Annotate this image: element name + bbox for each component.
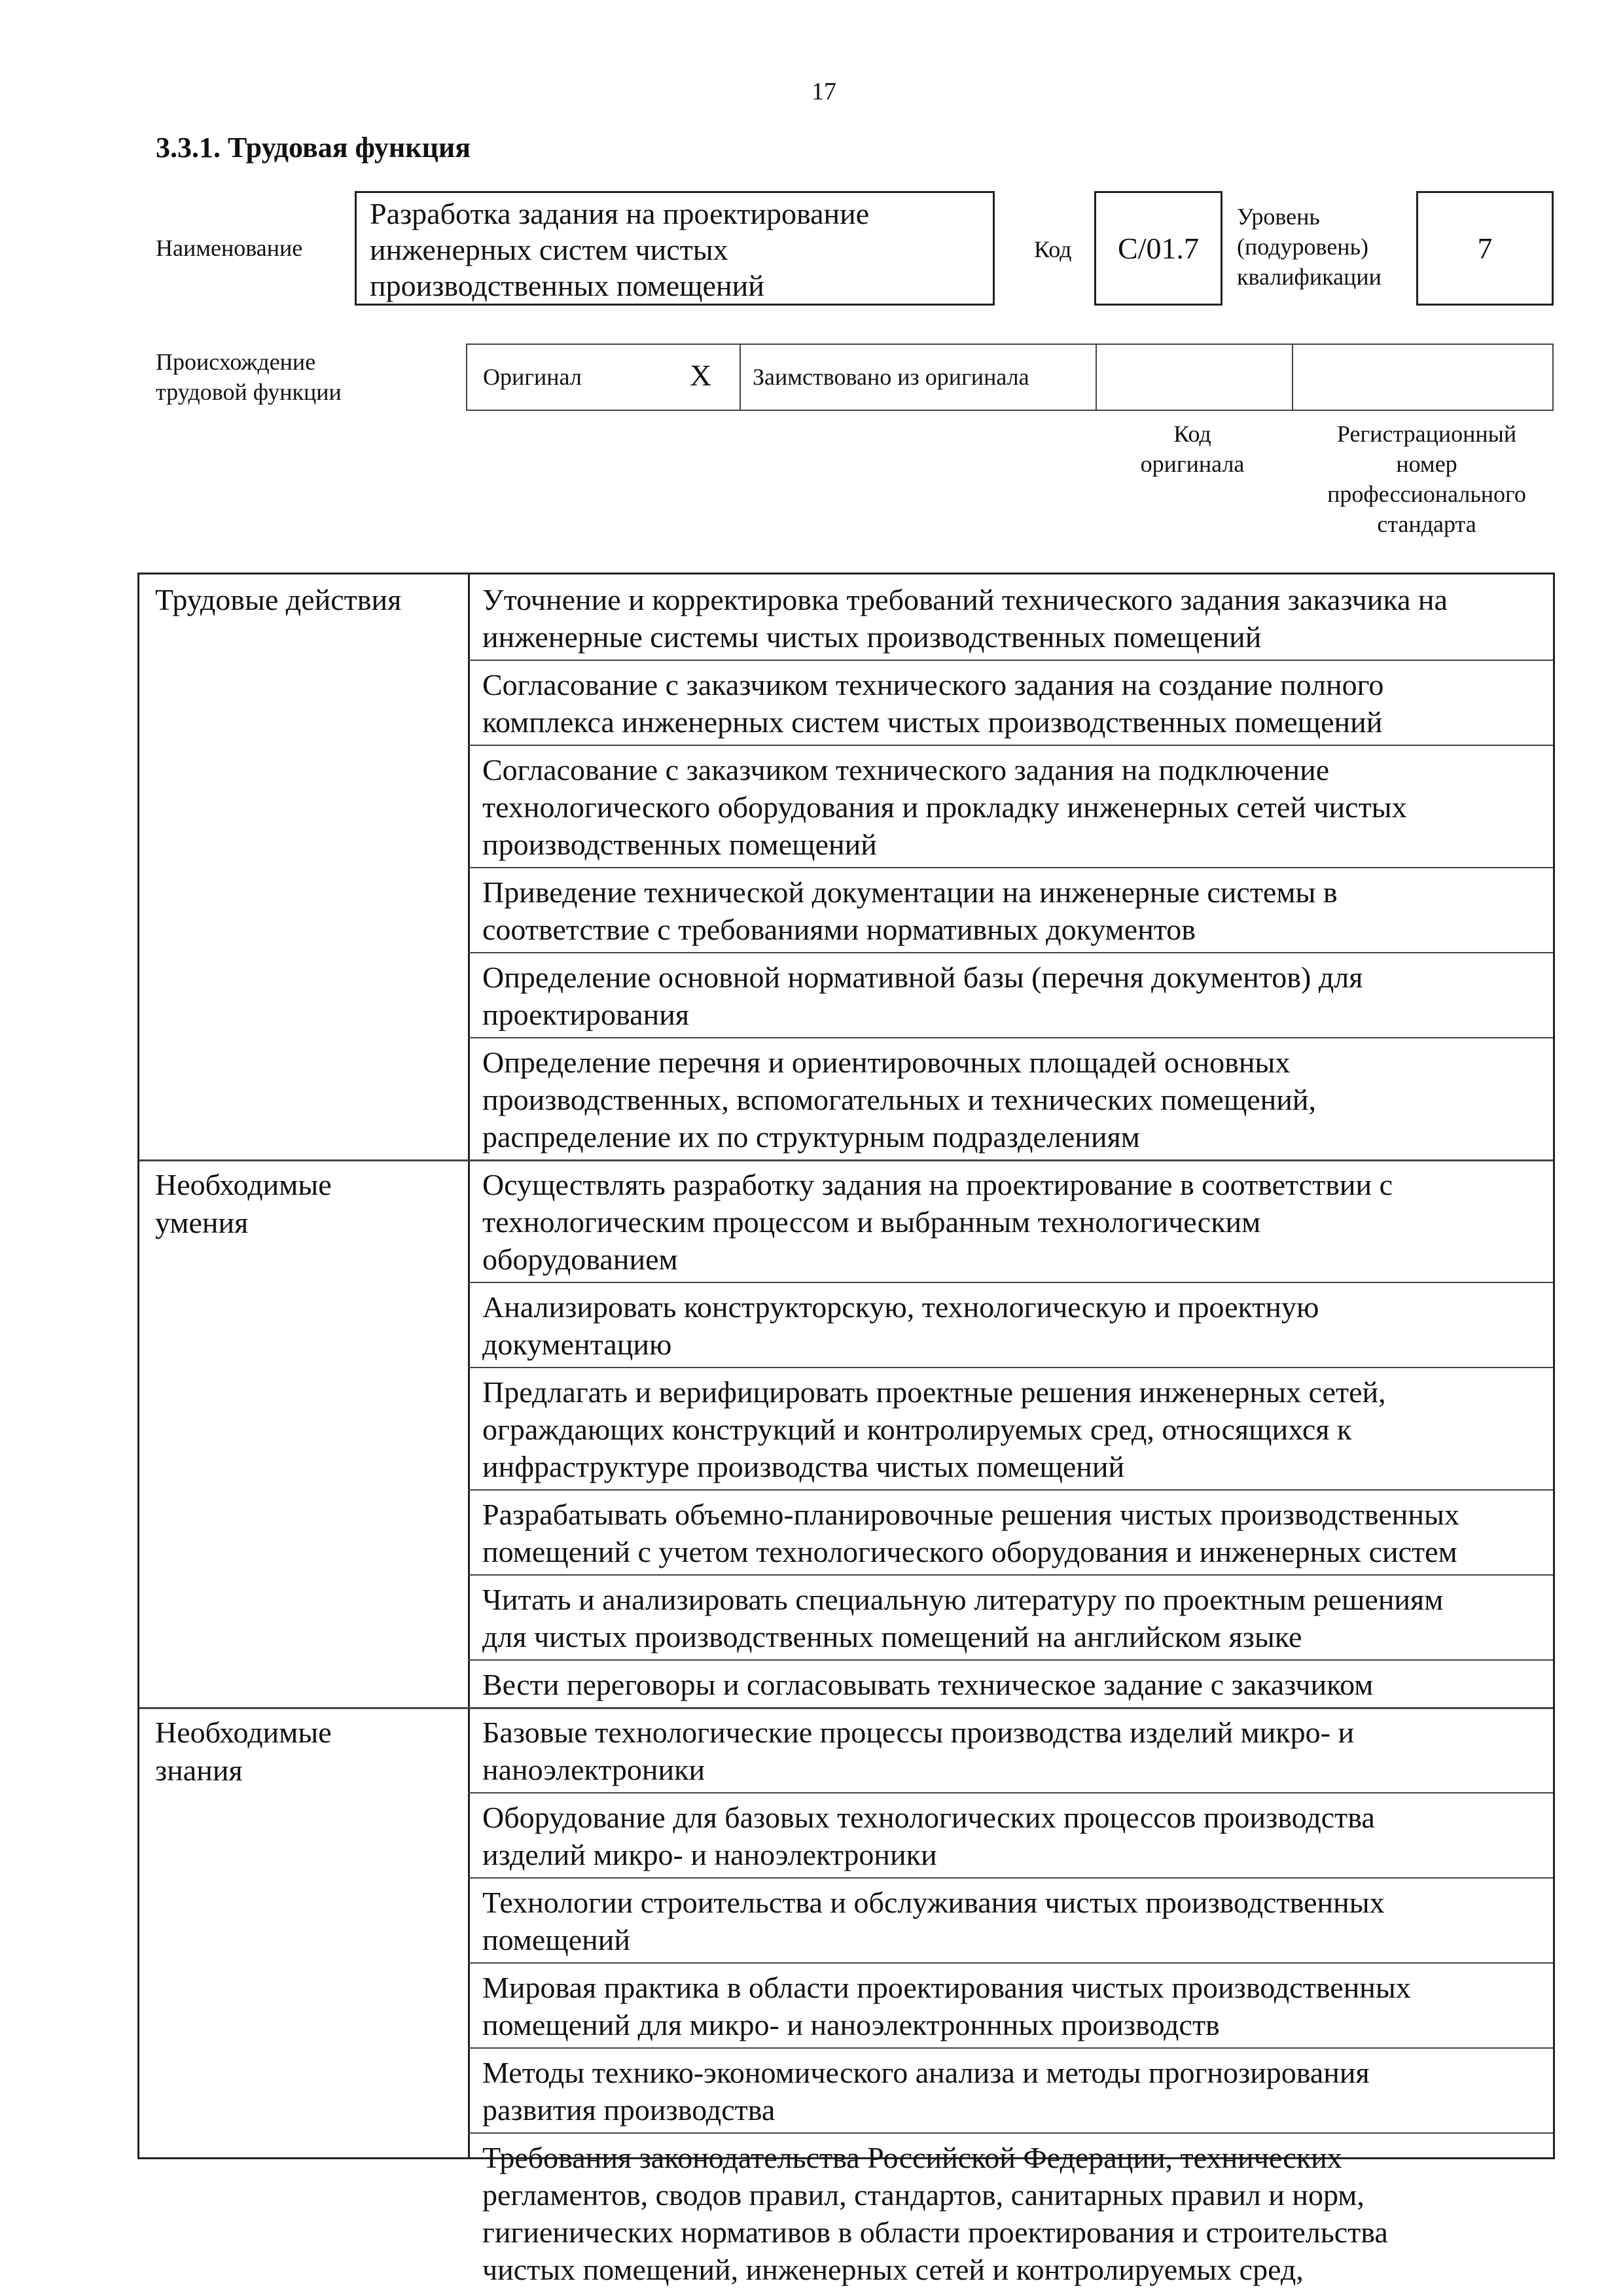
origin-label-line: трудовой функции xyxy=(156,379,342,405)
table-row xyxy=(482,1288,1544,1363)
row-text-line: помещений xyxy=(482,1923,630,1956)
row-text-line: Оборудование для базовых технологических процессов производства xyxy=(482,1801,1375,1834)
table-row xyxy=(482,751,1544,863)
code-label: Код xyxy=(1034,236,1072,262)
function-details-table xyxy=(137,573,1555,2286)
origin-strip xyxy=(466,344,1554,411)
row-separator xyxy=(468,1792,1553,1793)
origin-label xyxy=(156,347,342,407)
group-label-required-skills xyxy=(155,1166,463,1242)
row-text-line: Согласование с заказчиком технического задания на создание полного xyxy=(482,668,1384,701)
row-text-line: Вести переговоры и согласовывать техническое задание с заказчиком xyxy=(482,1668,1374,1701)
row-text-line: Определение основной нормативной базы (перечня документов) для xyxy=(482,961,1363,994)
table-row xyxy=(482,1969,1544,2043)
table-row xyxy=(482,1496,1544,1570)
row-text-line: регламентов, сводов правил, стандартов, санитарных правил и норм, xyxy=(482,2178,1364,2212)
row-text-line: оборудованием xyxy=(482,1243,678,1276)
function-name-line: инженерных систем чистых xyxy=(370,233,728,266)
group-label-line: Трудовые действия xyxy=(155,583,402,616)
group-label-required-knowledge xyxy=(155,1714,463,1790)
row-separator xyxy=(468,2047,1553,2049)
group-label-labor-actions xyxy=(155,581,463,619)
row-text-line: Требования законодательства Российской Федерации, технических xyxy=(482,2141,1342,2174)
row-text-line: помещений с учетом технологического оборудования и инженерных систем xyxy=(482,1535,1457,1568)
level-label xyxy=(1237,202,1382,292)
row-separator xyxy=(468,1282,1553,1283)
row-text-line: Предлагать и верифицировать проектные решения инженерных сетей, xyxy=(482,1375,1386,1409)
row-separator xyxy=(468,1574,1553,1576)
table-row xyxy=(482,1884,1544,1958)
row-text-line: Согласование с заказчиком технического задания на подключение xyxy=(482,753,1330,786)
caption-line: стандарта xyxy=(1377,511,1476,537)
page-number: 17 xyxy=(812,78,836,105)
row-text-line: наноэлектроники xyxy=(482,1753,705,1786)
level-label-line: Уровень xyxy=(1237,203,1320,230)
table-row xyxy=(482,1044,1544,1156)
row-text-line: гигиенических нормативов в области проектирования и строительства xyxy=(482,2216,1388,2249)
row-text-line: инженерные системы чистых производственных помещений xyxy=(482,620,1262,654)
function-name-box xyxy=(355,191,995,306)
level-label-line: (подуровень) xyxy=(1237,234,1368,260)
caption-line: профессионального xyxy=(1327,481,1526,507)
row-separator xyxy=(468,867,1553,868)
row-text-line: ограждающих конструкций и контролируемых сред, относящихся к xyxy=(482,1413,1352,1446)
row-separator xyxy=(468,2132,1553,2134)
group-label-line: умения xyxy=(155,1206,249,1239)
row-text-line: проектирования xyxy=(482,998,689,1031)
row-text-line: Читать и анализировать специальную литературу по проектным решениям xyxy=(482,1583,1444,1616)
row-separator xyxy=(468,660,1553,661)
row-text-line: Мировая практика в области проектирования чистых производственных xyxy=(482,1971,1411,2004)
table-row xyxy=(482,2054,1544,2128)
row-text-line: инфраструктуре производства чистых помещений xyxy=(482,1450,1125,1483)
row-text-line: чистых помещений, инженерных сетей и контролируемых сред, xyxy=(482,2253,1304,2286)
table-row xyxy=(482,959,1544,1033)
original-label: Оригинал xyxy=(483,364,582,390)
group-label-line: Необходимые xyxy=(155,1168,332,1201)
row-separator xyxy=(468,1489,1553,1491)
origin-label-line: Происхождение xyxy=(156,349,316,375)
row-text-line: распределение их по структурным подразделениям xyxy=(482,1120,1140,1154)
registration-number-caption xyxy=(1289,419,1564,539)
row-text-line: технологическим процессом и выбранным технологическим xyxy=(482,1205,1261,1239)
row-text-line: Определение перечня и ориентировочных площадей основных xyxy=(482,1046,1291,1079)
table-row xyxy=(482,2139,1544,2288)
row-text-line: производственных помещений xyxy=(482,828,877,861)
table-row xyxy=(482,874,1544,948)
group-label-line: Необходимые xyxy=(155,1716,332,1749)
table-row xyxy=(482,1373,1544,1485)
row-text-line: Технологии строительства и обслуживания чистых производственных xyxy=(482,1886,1385,1919)
row-separator xyxy=(468,745,1553,746)
row-text-line: для чистых производственных помещений на английском языке xyxy=(482,1620,1302,1653)
caption-line: оригинала xyxy=(1140,451,1245,477)
caption-line: Регистрационный xyxy=(1336,421,1517,447)
original-code-caption xyxy=(1094,419,1291,479)
table-row xyxy=(482,1714,1544,1788)
row-text-line: Приведение технической документации на инженерные системы в xyxy=(482,875,1338,909)
row-text-line: соответствие с требованиями нормативных документов xyxy=(482,913,1196,946)
origin-divider xyxy=(1292,345,1293,410)
original-mark: X xyxy=(690,359,712,392)
row-text-line: Анализировать конструкторскую, технологическую и проектную xyxy=(482,1290,1319,1324)
qualification-level-box xyxy=(1416,191,1554,306)
row-text-line: изделий микро- и наноэлектроники xyxy=(482,1838,937,1871)
row-text-line: помещений для микро- и наноэлектроннных производств xyxy=(482,2008,1220,2041)
origin-divider xyxy=(1096,345,1097,410)
group-separator xyxy=(139,1707,1553,1709)
row-separator xyxy=(468,1877,1553,1879)
name-label: Наименование xyxy=(156,235,303,261)
row-text-line: Уточнение и корректировка требований технического задания заказчика на xyxy=(482,583,1448,616)
qualification-level: 7 xyxy=(1477,232,1493,265)
row-text-line: Базовые технологические процессы производства изделий микро- и xyxy=(482,1716,1355,1749)
row-separator xyxy=(468,952,1553,953)
level-label-line: квалификации xyxy=(1237,264,1382,290)
function-name-line: Разработка задания на проектирование xyxy=(370,197,870,230)
table-row xyxy=(482,1166,1544,1278)
row-text-line: документацию xyxy=(482,1328,672,1361)
row-text-line: Осуществлять разработку задания на проектирование в соответствии с xyxy=(482,1168,1393,1201)
group-separator xyxy=(139,1159,1553,1161)
caption-line: номер xyxy=(1396,451,1457,477)
function-code-box xyxy=(1094,191,1222,306)
table-row xyxy=(482,1799,1544,1873)
section-title: 3.3.1. Трудовая функция xyxy=(156,132,471,164)
row-text-line: Разрабатывать объемно-планировочные решения чистых производственных xyxy=(482,1498,1459,1531)
row-text-line: комплекса инженерных систем чистых производственных помещений xyxy=(482,705,1383,739)
table-row xyxy=(482,1666,1544,1703)
row-text-line: производственных, вспомогательных и технических помещений, xyxy=(482,1083,1317,1116)
function-code: C/01.7 xyxy=(1118,232,1199,265)
table-row xyxy=(482,1581,1544,1655)
row-separator xyxy=(468,1367,1553,1368)
group-label-line: знания xyxy=(155,1754,243,1787)
table-row xyxy=(482,666,1544,741)
row-text-line: технологического оборудования и прокладку инженерных сетей чистых xyxy=(482,790,1407,824)
origin-divider xyxy=(740,345,741,410)
column-divider xyxy=(468,574,470,2157)
row-separator xyxy=(468,1659,1553,1661)
row-text-line: Методы технико-экономического анализа и методы прогнозирования xyxy=(482,2056,1370,2089)
row-separator xyxy=(468,1037,1553,1038)
row-text-line: развития производства xyxy=(482,2093,776,2127)
function-name-line: производственных помещений xyxy=(370,269,764,302)
borrowed-label: Заимствовано из оригинала xyxy=(753,364,1029,390)
caption-line: Код xyxy=(1173,421,1211,447)
row-separator xyxy=(468,1962,1553,1964)
table-row xyxy=(482,581,1544,656)
